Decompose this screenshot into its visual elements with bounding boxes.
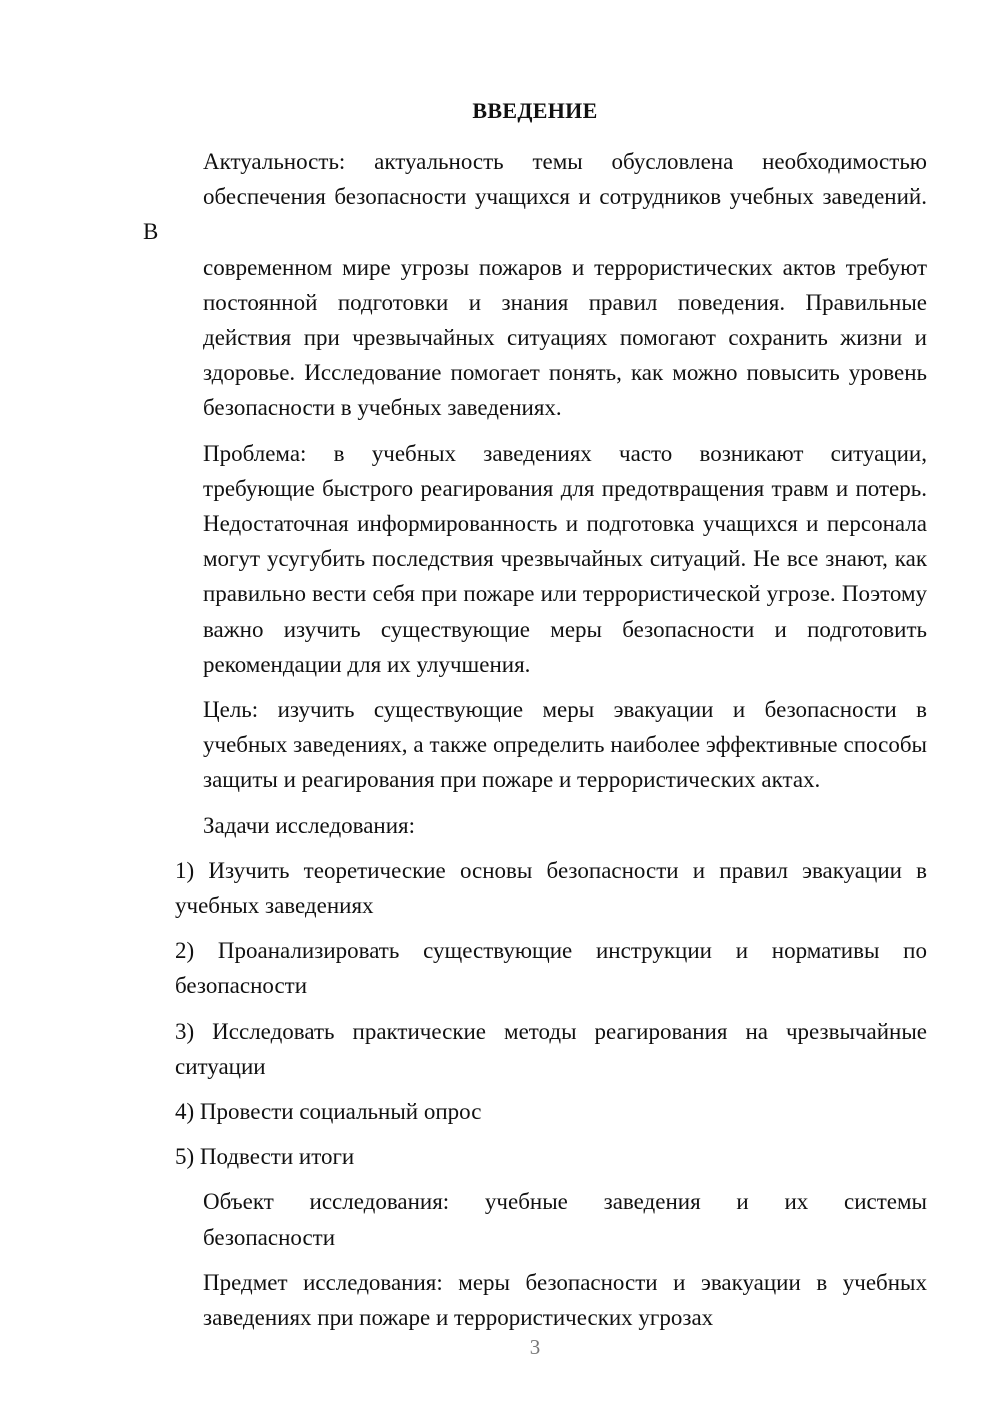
task-item-1 [143,853,927,923]
text-line: 2) Проанализировать существующие инструкции и нормативы по [175,938,927,964]
text-line: Проблема: в учебных заведениях часто возникают ситуации, [203,440,927,466]
text-line: современном мире угрозы пожаров и террористических актов требуют [203,254,927,280]
task-item-4 [143,1094,927,1129]
text-line: могут усугубить последствия чрезвычайных ситуаций. Не все знают, как [203,546,927,572]
text-line: безопасности [203,1224,336,1250]
text-line: Предмет исследования: меры безопасности и эвакуации в учебных [203,1269,927,1295]
text-line: ситуации [175,1053,266,1079]
text-line: требующие быстрого реагирования для предотвращения травм и потерь. [203,475,927,501]
paragraph-tasks-heading [143,808,927,843]
page-number: 3 [529,1335,541,1359]
paragraph-problem [143,436,927,682]
text-line: защиты и реагирования при пожаре и террористических актах. [203,767,821,793]
text-line: правильно вести себя при пожаре или террористической угрозе. Поэтому [203,581,927,607]
text-line: здоровье. Исследование помогает понять, как можно повысить уровень [203,360,927,386]
paragraph-object [143,1184,927,1254]
text-line: действия при чрезвычайных ситуациях помогают сохранить жизни и [203,325,927,351]
text-line: заведениях при пожаре и террористических угрозах [203,1305,714,1331]
text-line: Актуальность: актуальность темы обусловлена необходимостью [203,149,927,174]
text-line: важно изучить существующие меры безопасности и подготовить [203,616,927,642]
paragraph-goal [143,692,927,798]
text-line: безопасности [175,973,308,999]
text-line: Объект исследования: учебные заведения и их системы [203,1189,927,1215]
paragraph-subject [143,1265,927,1335]
text-line: 3) Исследовать практические методы реагирования на чрезвычайные [175,1018,927,1044]
text-line: 5) Подвести итоги [175,1144,355,1170]
text-line: рекомендации для их улучшения. [203,651,531,677]
paragraph-relevance [143,144,927,426]
document-body [143,144,927,1345]
task-item-5 [143,1139,927,1174]
task-item-2 [143,933,927,1003]
text-line: Недостаточная информированность и подготовка учащихся и персонала [203,511,927,537]
text-line: постоянной подготовки и знания правил поведения. Правильные [203,289,927,315]
text-line: безопасности в учебных заведениях. [203,395,562,421]
page-title: ВВЕДЕНИЕ [472,98,598,123]
text-line: Цель: изучить существующие меры эвакуации и безопасности в [203,697,927,723]
document-page [143,0,927,1414]
text-line: обеспечения безопасности учащихся и сотрудников учебных заведений. В [143,184,927,245]
text-line: учебных заведениях [175,893,374,919]
text-line: 1) Изучить теоретические основы безопасности и правил эвакуации в [175,857,927,883]
text-line: учебных заведениях, а также определить наиболее эффективные способы [203,732,927,758]
text-line: 4) Провести социальный опрос [175,1099,482,1125]
text-line: Задачи исследования: [203,812,416,838]
task-item-3 [143,1014,927,1084]
